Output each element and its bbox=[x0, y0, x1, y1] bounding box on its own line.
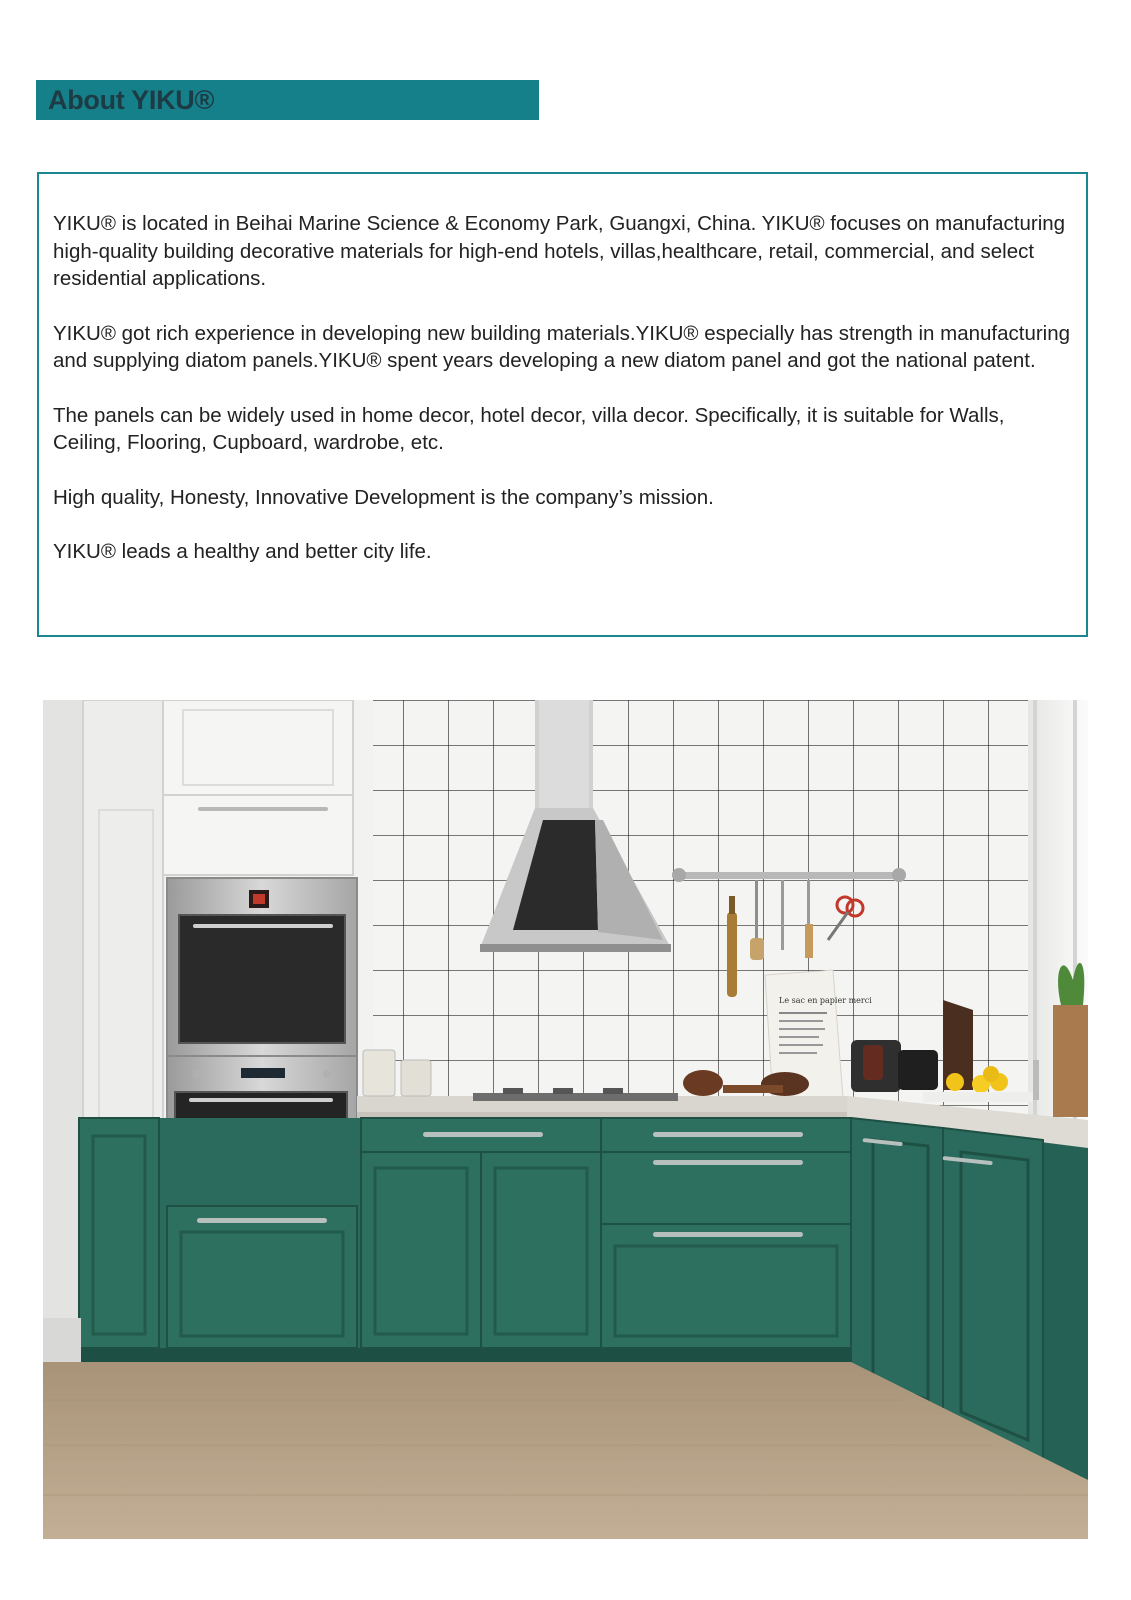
section-header-bar bbox=[36, 80, 539, 120]
about-paragraph-2: YIKU® got rich experience in developing new building materials.YIKU® especially has strength in manufacturing and supplying diatom panels.YIKU® spent years developing a new diatom panel and got the national patent. bbox=[53, 321, 1071, 372]
about-text-body bbox=[53, 210, 1073, 593]
about-paragraph-5: YIKU® leads a healthy and better city life. bbox=[53, 540, 432, 563]
about-paragraph-1: YIKU® is located in Beihai Marine Science & Economy Park, Guangxi, China. YIKU® focuses on manufacturing high-quality building decorative materials for high-end hotels, villas,healthcare, retail, commercial, and select residential applications. bbox=[53, 212, 1066, 290]
about-paragraph-4: High quality, Honesty, Innovative Development is the company’s mission. bbox=[53, 485, 714, 509]
about-text-box bbox=[37, 172, 1088, 637]
section-title: About YIKU® bbox=[48, 85, 215, 115]
kitchen-photo bbox=[43, 700, 1088, 1539]
bag-label: Le sac en papier merci bbox=[779, 996, 872, 1005]
about-paragraph-3: The panels can be widely used in home decor, hotel decor, villa decor. Specifically, it is suitable for Walls, Ceiling, Flooring, Cupboard, wardrobe, etc. bbox=[53, 403, 1005, 454]
